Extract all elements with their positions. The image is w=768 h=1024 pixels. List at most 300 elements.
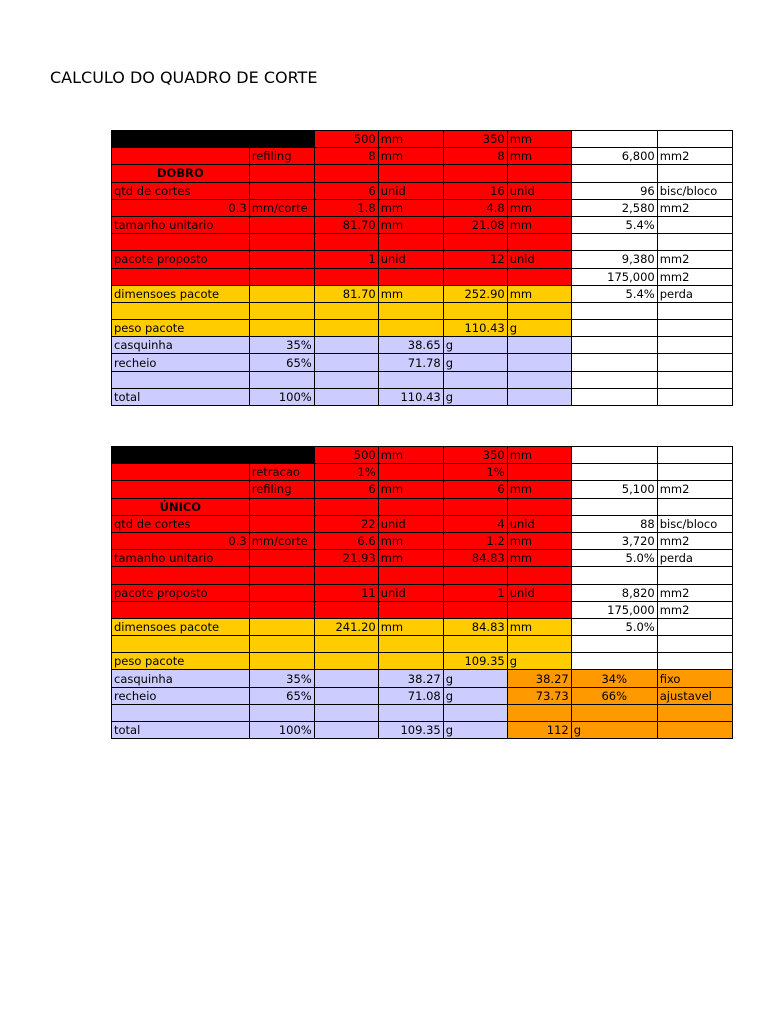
table-cell[interactable]: unid <box>378 584 443 601</box>
table-cell[interactable] <box>112 704 250 721</box>
section-label[interactable]: 2)tamanho proposto <box>112 447 250 464</box>
table-cell[interactable]: 1 <box>314 251 378 268</box>
table-cell[interactable]: 241.20 <box>314 618 378 635</box>
table-row <box>112 337 733 354</box>
table-cell[interactable]: recheio <box>112 687 250 704</box>
table-cell[interactable] <box>112 148 250 165</box>
table-cell[interactable] <box>378 234 443 251</box>
table-cell[interactable]: mm2 <box>657 532 732 549</box>
table-cell[interactable]: fixo <box>657 670 732 687</box>
table-cell[interactable]: 5.0% <box>571 550 657 567</box>
table-row <box>112 131 733 148</box>
table-cell[interactable] <box>249 131 314 148</box>
table-cell[interactable] <box>378 498 443 515</box>
table-cell[interactable] <box>249 498 314 515</box>
table-cell[interactable] <box>314 687 378 704</box>
page-title: CALCULO DO QUADRO DE CORTE <box>50 68 318 87</box>
table-cell[interactable]: mm <box>507 532 571 549</box>
table-cell[interactable]: pacote proposto <box>112 584 250 601</box>
table-cell[interactable]: 5.0% <box>571 618 657 635</box>
table-cell[interactable]: 65% <box>249 687 314 704</box>
table-row <box>112 722 733 739</box>
table-cell[interactable]: 6,800 <box>571 148 657 165</box>
table-cell[interactable]: recheio <box>112 354 250 371</box>
table-row <box>112 515 733 532</box>
table-cell[interactable] <box>571 704 657 721</box>
table-cell[interactable]: 1% <box>443 464 507 481</box>
table-cell[interactable] <box>657 131 732 148</box>
table-row <box>112 182 733 199</box>
table-cell[interactable]: mm2 <box>657 481 732 498</box>
table-cell[interactable] <box>657 165 732 182</box>
table-cell[interactable] <box>378 464 443 481</box>
table-cell[interactable] <box>443 165 507 182</box>
table-cell[interactable]: 175,000 <box>571 268 657 285</box>
table-cell[interactable] <box>571 354 657 371</box>
table-cell[interactable] <box>657 618 732 635</box>
table-cell[interactable] <box>571 371 657 388</box>
table-cell[interactable]: 81.70 <box>314 216 378 233</box>
table-cell[interactable]: g <box>507 320 571 337</box>
table-row <box>112 618 733 635</box>
table-cell[interactable] <box>443 302 507 319</box>
table-cell[interactable]: 175,000 <box>571 601 657 618</box>
table-cell[interactable]: mm <box>507 481 571 498</box>
table-cell[interactable] <box>249 550 314 567</box>
table-cell[interactable]: 6 <box>314 481 378 498</box>
table-cell[interactable]: tamanho unitario <box>112 216 250 233</box>
table-cell[interactable] <box>507 636 571 653</box>
table-cell[interactable]: 6 <box>443 481 507 498</box>
table-row <box>112 148 733 165</box>
table-cell[interactable]: g <box>443 722 507 739</box>
table-row <box>112 447 733 464</box>
table-cell[interactable]: mm <box>378 532 443 549</box>
table-cell[interactable] <box>249 447 314 464</box>
table-cell[interactable] <box>657 704 732 721</box>
table-cell[interactable]: 8,820 <box>571 584 657 601</box>
table-cell[interactable]: 109.35 <box>443 653 507 670</box>
table-cell[interactable] <box>112 268 250 285</box>
table-cell[interactable]: bisc/bloco <box>657 182 732 199</box>
table-cell[interactable] <box>571 567 657 584</box>
table-cell[interactable]: 6.6 <box>314 532 378 549</box>
table-cell[interactable] <box>249 618 314 635</box>
table-cell[interactable]: mm <box>507 447 571 464</box>
table-cell[interactable]: mm2 <box>657 148 732 165</box>
section-tag[interactable]: DOBRO <box>112 165 250 182</box>
table-cell[interactable]: 73.73 <box>507 687 571 704</box>
table-cell[interactable] <box>314 371 378 388</box>
table-cell[interactable] <box>112 464 250 481</box>
table-cell[interactable] <box>443 567 507 584</box>
table-cell[interactable]: 21.08 <box>443 216 507 233</box>
table-cell[interactable] <box>443 704 507 721</box>
table-cell[interactable] <box>249 636 314 653</box>
table-cell[interactable]: 9,380 <box>571 251 657 268</box>
table-row <box>112 251 733 268</box>
table-cell[interactable] <box>249 601 314 618</box>
table-cell[interactable]: ajustavel <box>657 687 732 704</box>
table-cell[interactable]: 96 <box>571 182 657 199</box>
table-cell[interactable]: g <box>443 354 507 371</box>
table-cell[interactable]: mm <box>507 550 571 567</box>
table-cell[interactable] <box>314 670 378 687</box>
table-cell[interactable] <box>571 302 657 319</box>
table-cell[interactable]: 65% <box>249 354 314 371</box>
table-row <box>112 354 733 371</box>
table-row <box>112 285 733 302</box>
table-row <box>112 653 733 670</box>
table-cell[interactable]: mm <box>507 285 571 302</box>
table-cell[interactable]: 3,720 <box>571 532 657 549</box>
table-cell[interactable]: g <box>443 388 507 405</box>
table-cell[interactable]: 66% <box>571 687 657 704</box>
table-cell[interactable] <box>657 371 732 388</box>
table-row <box>112 464 733 481</box>
table-cell[interactable]: retracao <box>249 464 314 481</box>
table-cell[interactable]: 84.83 <box>443 618 507 635</box>
table-cell[interactable] <box>378 601 443 618</box>
table-cell[interactable] <box>507 601 571 618</box>
table-cell[interactable] <box>378 371 443 388</box>
table-cell[interactable]: 5.4% <box>571 216 657 233</box>
table-cell[interactable]: peso pacote <box>112 320 250 337</box>
table-cell[interactable]: 5,100 <box>571 481 657 498</box>
table-cell[interactable] <box>314 601 378 618</box>
table-cell[interactable]: 350 <box>443 447 507 464</box>
section-tag[interactable]: ÚNICO <box>112 498 250 515</box>
table-cell[interactable] <box>507 337 571 354</box>
table-cell[interactable]: unid <box>507 515 571 532</box>
table-row <box>112 687 733 704</box>
table-cell[interactable]: unid <box>507 584 571 601</box>
table-row <box>112 567 733 584</box>
table-cell[interactable]: bisc/bloco <box>657 515 732 532</box>
table-cell[interactable]: mm <box>507 618 571 635</box>
table-cell[interactable]: mm <box>507 148 571 165</box>
table-cell[interactable] <box>314 636 378 653</box>
table-cell[interactable] <box>443 234 507 251</box>
table-cell[interactable]: mm <box>507 131 571 148</box>
table-cell[interactable]: 71.08 <box>378 687 443 704</box>
table-row <box>112 670 733 687</box>
table-cell[interactable] <box>112 481 250 498</box>
table-cell[interactable]: tamanho unitario <box>112 550 250 567</box>
table-cell[interactable] <box>571 636 657 653</box>
table-row <box>112 550 733 567</box>
table-cell[interactable] <box>314 234 378 251</box>
table-cell[interactable]: mm2 <box>657 199 732 216</box>
table-cell[interactable] <box>314 268 378 285</box>
table-cell[interactable]: 16 <box>443 182 507 199</box>
table-cell[interactable] <box>657 302 732 319</box>
table-cell[interactable] <box>657 636 732 653</box>
table-cell[interactable] <box>112 567 250 584</box>
table-row <box>112 704 733 721</box>
table-cell[interactable]: g <box>507 653 571 670</box>
table-row <box>112 320 733 337</box>
table-cell[interactable] <box>443 268 507 285</box>
table-cell[interactable] <box>378 320 443 337</box>
table-cell[interactable]: 4 <box>443 515 507 532</box>
table-cell[interactable]: 100% <box>249 722 314 739</box>
table-cell[interactable]: 100% <box>249 388 314 405</box>
table-cell[interactable]: unid <box>378 515 443 532</box>
table-cell[interactable] <box>571 388 657 405</box>
table-cell[interactable]: mm2 <box>657 251 732 268</box>
table-cell[interactable] <box>249 165 314 182</box>
table-cell[interactable]: casquinha <box>112 670 250 687</box>
table-cell[interactable]: mm <box>378 618 443 635</box>
table-cell[interactable]: 11 <box>314 584 378 601</box>
table-cell[interactable]: mm <box>378 148 443 165</box>
table-cell[interactable]: pacote proposto <box>112 251 250 268</box>
table-row <box>112 302 733 319</box>
table-cell[interactable]: 1 <box>443 584 507 601</box>
table-cell[interactable] <box>112 636 250 653</box>
table-cell[interactable] <box>314 337 378 354</box>
table-cell[interactable]: 34% <box>571 670 657 687</box>
table-cell[interactable]: 38.27 <box>507 670 571 687</box>
table-cell[interactable] <box>571 464 657 481</box>
table-cell[interactable]: 81.70 <box>314 285 378 302</box>
table-cell[interactable]: 84.83 <box>443 550 507 567</box>
table-cell[interactable] <box>657 447 732 464</box>
table-cell[interactable]: mm <box>507 216 571 233</box>
table-row <box>112 268 733 285</box>
table-cell[interactable]: 71.78 <box>378 354 443 371</box>
table-cell[interactable] <box>378 268 443 285</box>
table-row <box>112 636 733 653</box>
table-cell[interactable] <box>443 371 507 388</box>
table-cell[interactable]: 8 <box>314 148 378 165</box>
table-cell[interactable]: mm <box>378 199 443 216</box>
table-cell[interactable]: 38.65 <box>378 337 443 354</box>
table-cell[interactable] <box>657 388 732 405</box>
table-row <box>112 234 733 251</box>
table-cell[interactable]: 252.90 <box>443 285 507 302</box>
table-cell[interactable] <box>571 653 657 670</box>
table-cell[interactable] <box>443 636 507 653</box>
table-cell[interactable]: 22 <box>314 515 378 532</box>
table-cell[interactable] <box>507 567 571 584</box>
table-cell[interactable] <box>249 320 314 337</box>
table-cell[interactable]: qtd de cortes <box>112 515 250 532</box>
table-cell[interactable] <box>571 337 657 354</box>
table-cell[interactable]: 1.8 <box>314 199 378 216</box>
table-cell[interactable] <box>314 653 378 670</box>
table-cell[interactable] <box>443 601 507 618</box>
table-cell[interactable] <box>571 234 657 251</box>
table-cell[interactable]: mm/corte <box>249 199 314 216</box>
table-cell[interactable] <box>378 302 443 319</box>
table-cell[interactable] <box>657 216 732 233</box>
table-cell[interactable] <box>378 567 443 584</box>
table-cell[interactable] <box>657 498 732 515</box>
table-cell[interactable]: dimensoes pacote <box>112 618 250 635</box>
table-cell[interactable] <box>571 165 657 182</box>
table-cell[interactable]: mm2 <box>657 584 732 601</box>
cut-table-1 <box>111 130 733 406</box>
table-cell[interactable]: qtd de cortes <box>112 182 250 199</box>
table-row <box>112 481 733 498</box>
table-cell[interactable]: refiling <box>249 148 314 165</box>
table-row <box>112 388 733 405</box>
table-row <box>112 532 733 549</box>
table-cell[interactable] <box>112 371 250 388</box>
table-cell[interactable]: unid <box>378 182 443 199</box>
table-cell[interactable] <box>657 354 732 371</box>
table-cell[interactable]: unid <box>507 182 571 199</box>
table-cell[interactable] <box>507 388 571 405</box>
table-cell[interactable] <box>314 567 378 584</box>
table-cell[interactable]: casquinha <box>112 337 250 354</box>
table-cell[interactable]: peso pacote <box>112 653 250 670</box>
table-cell[interactable] <box>657 567 732 584</box>
table-cell[interactable]: mm <box>507 199 571 216</box>
table-cell[interactable] <box>657 337 732 354</box>
table-cell[interactable]: g <box>443 687 507 704</box>
table-cell[interactable] <box>249 302 314 319</box>
table-row <box>112 371 733 388</box>
table-cell[interactable] <box>507 704 571 721</box>
table-cell[interactable] <box>314 704 378 721</box>
table-cell[interactable]: refiling <box>249 481 314 498</box>
table-cell[interactable] <box>571 447 657 464</box>
table-cell[interactable] <box>314 320 378 337</box>
table-row <box>112 498 733 515</box>
table-cell[interactable] <box>657 653 732 670</box>
table-cell[interactable]: mm <box>378 550 443 567</box>
table-cell[interactable] <box>657 722 732 739</box>
table-cell[interactable]: total <box>112 722 250 739</box>
table-cell[interactable] <box>507 498 571 515</box>
table-row <box>112 216 733 233</box>
table-cell[interactable] <box>657 234 732 251</box>
table-cell[interactable]: mm <box>378 447 443 464</box>
table-cell[interactable]: 35% <box>249 337 314 354</box>
table-cell[interactable]: 110.43 <box>443 320 507 337</box>
table-cell[interactable]: 500 <box>314 447 378 464</box>
table-cell[interactable] <box>378 636 443 653</box>
table-cell[interactable] <box>443 498 507 515</box>
table-cell[interactable] <box>507 302 571 319</box>
table-cell[interactable] <box>378 704 443 721</box>
table-cell[interactable]: total <box>112 388 250 405</box>
table-cell[interactable] <box>571 498 657 515</box>
table-cell[interactable]: perda <box>657 285 732 302</box>
table-cell[interactable] <box>249 268 314 285</box>
table-cell[interactable] <box>112 302 250 319</box>
table-cell[interactable]: 4.8 <box>443 199 507 216</box>
table-cell[interactable]: g <box>443 670 507 687</box>
table-cell[interactable]: 35% <box>249 670 314 687</box>
table-cell[interactable] <box>249 371 314 388</box>
table-cell[interactable]: 109.35 <box>378 722 443 739</box>
table-cell[interactable] <box>112 234 250 251</box>
table-cell[interactable] <box>657 464 732 481</box>
table-row <box>112 165 733 182</box>
table-cell[interactable]: 1.2 <box>443 532 507 549</box>
table-cell[interactable] <box>507 354 571 371</box>
table-cell[interactable]: mm2 <box>657 268 732 285</box>
table-cell[interactable] <box>314 165 378 182</box>
table-cell[interactable] <box>112 601 250 618</box>
table-cell[interactable]: 6 <box>314 182 378 199</box>
table-cell[interactable] <box>507 464 571 481</box>
cut-table-2 <box>111 446 733 739</box>
table-cell[interactable] <box>314 302 378 319</box>
table-cell[interactable] <box>314 354 378 371</box>
table-cell[interactable]: 500 <box>314 131 378 148</box>
table-cell[interactable] <box>507 371 571 388</box>
table-cell[interactable]: perda <box>657 550 732 567</box>
table-cell[interactable]: 88 <box>571 515 657 532</box>
table-cell[interactable] <box>249 285 314 302</box>
table-cell[interactable] <box>314 388 378 405</box>
table-cell[interactable]: g <box>571 722 657 739</box>
table-cell[interactable] <box>249 182 314 199</box>
section-label[interactable]: 1)tamanho proposto <box>112 131 250 148</box>
table-cell[interactable] <box>249 567 314 584</box>
table-cell[interactable] <box>314 722 378 739</box>
table-cell[interactable]: 110.43 <box>378 388 443 405</box>
table-row <box>112 199 733 216</box>
table-cell[interactable]: mm2 <box>657 601 732 618</box>
table-cell[interactable] <box>249 653 314 670</box>
table-cell[interactable]: 112 <box>507 722 571 739</box>
table-cell[interactable]: mm <box>378 481 443 498</box>
table-row <box>112 601 733 618</box>
table-cell[interactable] <box>378 653 443 670</box>
table-cell[interactable] <box>249 704 314 721</box>
table-cell[interactable]: 38.27 <box>378 670 443 687</box>
table-cell[interactable]: 12 <box>443 251 507 268</box>
table-cell[interactable]: 21.93 <box>314 550 378 567</box>
table-row <box>112 584 733 601</box>
table-cell[interactable] <box>657 320 732 337</box>
table-cell[interactable]: 0.3 <box>112 532 250 549</box>
table-cell[interactable]: 8 <box>443 148 507 165</box>
table-cell[interactable] <box>507 268 571 285</box>
table-cell[interactable]: 350 <box>443 131 507 148</box>
table-cell[interactable]: mm <box>378 131 443 148</box>
table-cell[interactable]: 2,580 <box>571 199 657 216</box>
table-cell[interactable] <box>249 584 314 601</box>
table-cell[interactable] <box>507 234 571 251</box>
table-cell[interactable]: mm <box>378 285 443 302</box>
table-cell[interactable] <box>571 320 657 337</box>
table-cell[interactable]: 0.3 <box>112 199 250 216</box>
table-cell[interactable]: g <box>443 337 507 354</box>
table-cell[interactable] <box>249 234 314 251</box>
table-cell[interactable] <box>571 131 657 148</box>
table-cell[interactable]: mm <box>378 216 443 233</box>
table-cell[interactable] <box>378 165 443 182</box>
table-cell[interactable]: unid <box>507 251 571 268</box>
table-cell[interactable] <box>249 216 314 233</box>
table-cell[interactable]: dimensoes pacote <box>112 285 250 302</box>
table-cell[interactable] <box>507 165 571 182</box>
table-cell[interactable]: 1% <box>314 464 378 481</box>
table-cell[interactable]: mm/corte <box>249 532 314 549</box>
table-cell[interactable] <box>314 498 378 515</box>
table-cell[interactable] <box>249 515 314 532</box>
table-cell[interactable] <box>249 251 314 268</box>
table-cell[interactable]: unid <box>378 251 443 268</box>
table-cell[interactable]: 5.4% <box>571 285 657 302</box>
